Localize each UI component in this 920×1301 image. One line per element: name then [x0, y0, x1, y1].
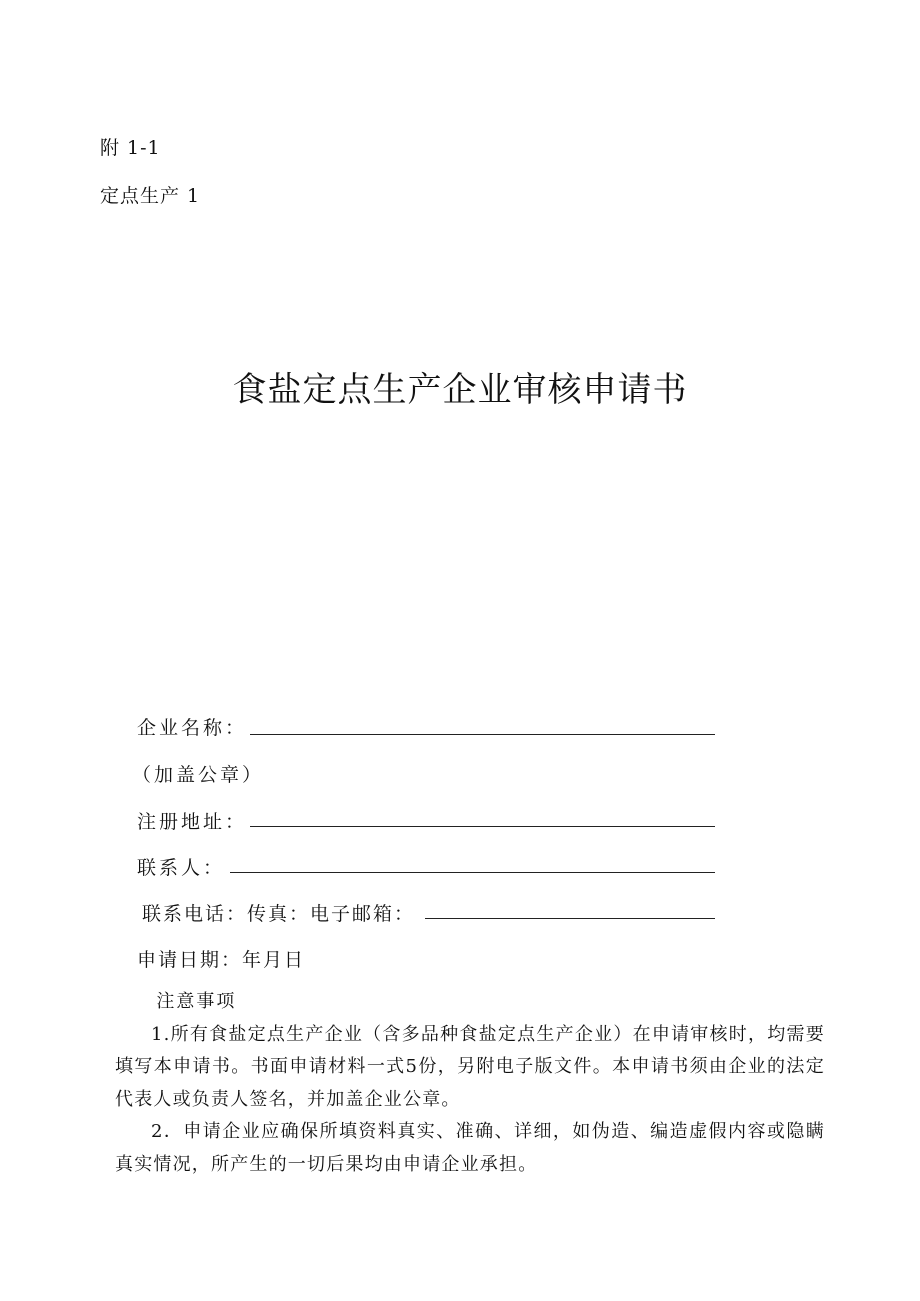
registered-address-label: 注册地址：	[137, 811, 248, 833]
page-title: 食盐定点生产企业审核申请书	[232, 370, 688, 410]
email-line	[425, 918, 715, 919]
application-date-label: 申请日期：年月日	[137, 949, 306, 971]
company-name-label: 企业名称：	[137, 717, 248, 739]
contact-person-line	[230, 872, 715, 873]
category-label: 定点生产 1	[100, 185, 201, 207]
notes-section	[115, 986, 825, 1181]
attachment-label: 附 1-1	[100, 137, 161, 159]
contact-line-label: 联系电话：传真：电子邮箱：	[142, 903, 416, 925]
notes-item-1: 1.所有食盐定点生产企业（含多品种食盐定点生产企业）在申请审核时，均需要填写本申请书。书面申请材料一式5份，另附电子版文件。本申请书须由企业的法定代表人或负责人签名，并加盖企业公章。	[115, 1023, 825, 1110]
notes-heading: 注意事项	[156, 991, 237, 1012]
notes-item-2: 2．申请企业应确保所填资料真实、准确、详细，如伪造、编造虚假内容或隐瞒真实情况，所产生的一切后果均由申请企业承担。	[115, 1121, 825, 1175]
contact-person-label: 联系人：	[137, 857, 226, 879]
seal-note: （加盖公章）	[132, 764, 265, 786]
company-name-line	[250, 734, 715, 735]
registered-address-line	[250, 826, 715, 827]
